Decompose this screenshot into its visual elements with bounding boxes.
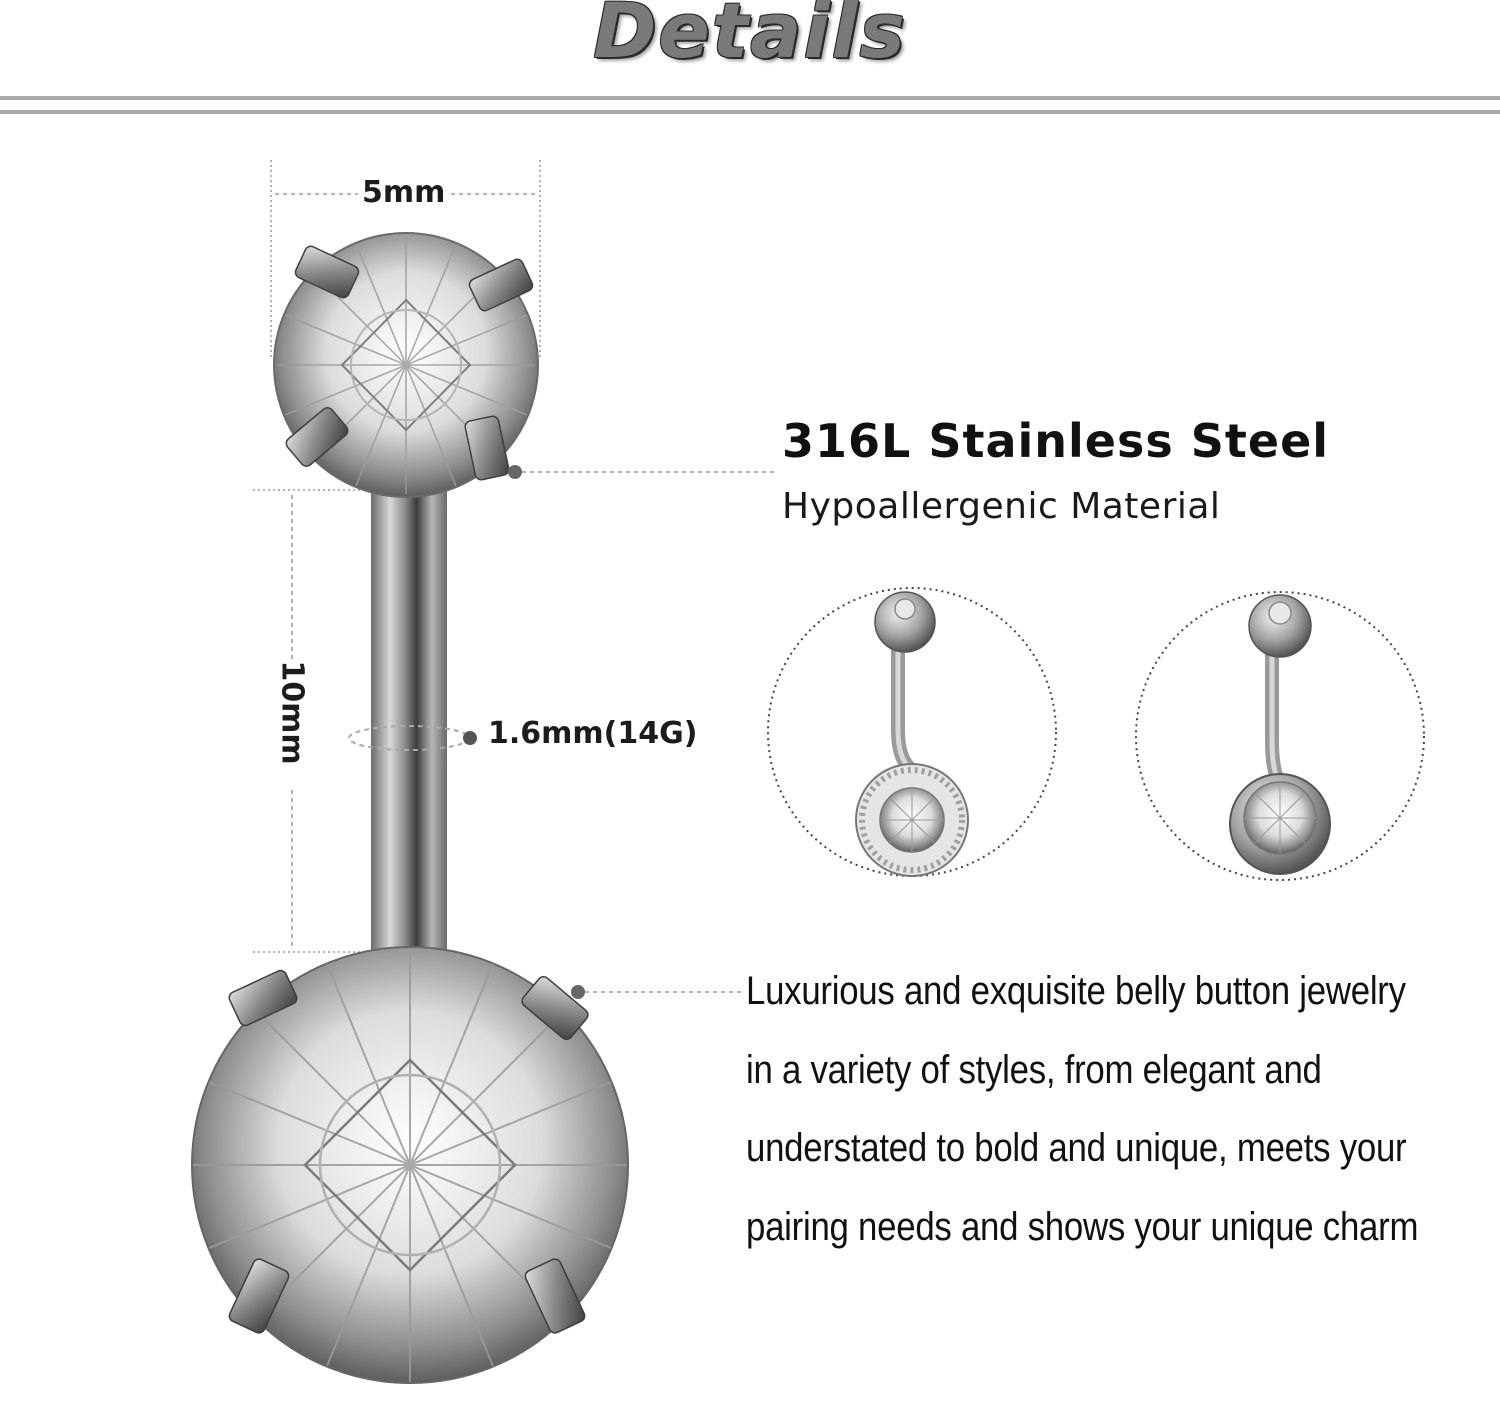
width-label: 5mm xyxy=(358,175,449,210)
description-leader xyxy=(571,985,745,999)
page-title: Details xyxy=(593,0,907,75)
description-line: Luxurious and exquisite belly button jewelry xyxy=(746,969,1406,1013)
material-title: 316L Stainless Steel xyxy=(782,414,1330,468)
length-dimension xyxy=(253,490,370,952)
description-line: in a variety of styles, from elegant and xyxy=(746,1047,1322,1092)
length-label: 10mm xyxy=(274,660,310,765)
description-line: pairing needs and shows your unique charm xyxy=(746,1204,1419,1249)
bottom-gem xyxy=(192,947,628,1383)
description-block xyxy=(746,952,1486,1266)
style-variant-halo xyxy=(768,588,1056,876)
gauge-dot xyxy=(463,731,477,745)
material-leader xyxy=(508,465,778,479)
gauge-label: 1.6mm(14G) xyxy=(488,716,698,751)
material-subtitle: Hypoallergenic Material xyxy=(782,486,1221,527)
top-gem xyxy=(274,233,538,497)
description-line: understated to bold and unique, meets your xyxy=(746,1126,1407,1170)
barbell-shaft xyxy=(371,470,447,970)
style-variant-ball xyxy=(1136,592,1424,880)
